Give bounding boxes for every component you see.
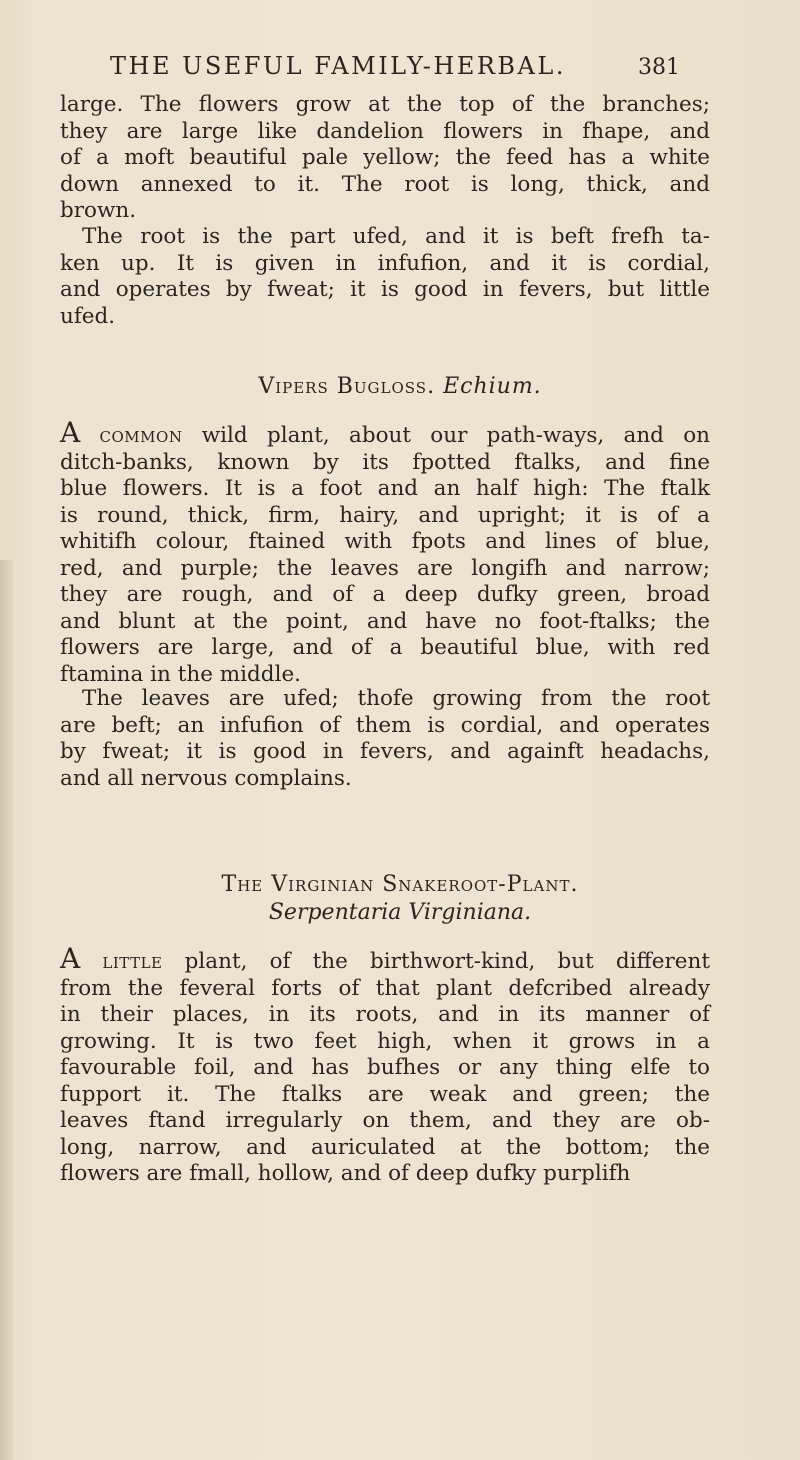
page-gutter-shadow bbox=[0, 560, 14, 1460]
line-rest: wild plant, about our path-ways, and on bbox=[201, 423, 711, 448]
text-line: down annexed to it. The root is long, thick, and bbox=[60, 171, 710, 197]
text-line: flowers are large, and of a beautiful blue, with red bbox=[60, 635, 710, 660]
text-line: they are rough, and of a deep dufky green, broad bbox=[60, 582, 710, 607]
text-line: The leaves are ufed; thofe growing from the root bbox=[82, 686, 710, 711]
text-line: ufed. bbox=[60, 303, 116, 329]
text-line: in their places, in its roots, and in its manner of bbox=[60, 1002, 710, 1027]
text-line: growing. It is two feet high, when it grows in a bbox=[60, 1028, 710, 1054]
heading-latin: Echium. bbox=[443, 374, 542, 399]
text-line: and operates by fweat; it is good in fevers, but little bbox=[60, 277, 710, 302]
text-line: brown. bbox=[60, 198, 137, 223]
text-line: leaves ftand irregularly on them, and they are ob- bbox=[60, 1108, 710, 1133]
intro-paragraph bbox=[60, 92, 710, 225]
intro-paragraph-2 bbox=[60, 224, 710, 330]
drop-cap: A bbox=[60, 942, 81, 975]
text-line: ken up. It is given in infufion, and it is cordial, bbox=[60, 250, 710, 276]
text-line: and all nervous complains. bbox=[60, 765, 352, 791]
text-line: from the feveral forts of that plant defcribed already bbox=[60, 975, 710, 1001]
text-line: The root is the part ufed, and it is beft frefh ta- bbox=[82, 224, 710, 249]
section2-paragraph-1 bbox=[60, 942, 711, 1188]
heading-main: Vipers Bugloss. bbox=[258, 374, 436, 399]
text-line: whitifh colour, ftained with fpots and lines of blue, bbox=[60, 529, 710, 554]
text-line: long, narrow, and auriculated at the bottom; the bbox=[60, 1134, 710, 1160]
text-line: blue flowers. It is a foot and an half high: The ftalk bbox=[60, 476, 710, 501]
text-line: of a moft beautiful pale yellow; the feed has a white bbox=[60, 145, 710, 170]
text-line: is round, thick, firm, hairy, and upright; it is of a bbox=[60, 502, 710, 528]
text-line: red, and purple; the leaves are longifh and narrow; bbox=[60, 555, 710, 581]
drop-cap: A bbox=[60, 416, 81, 449]
text-line: flowers are fmall, hollow, and of deep dufky purplifh bbox=[60, 1161, 631, 1186]
section-heading-vipers-bugloss bbox=[0, 374, 800, 399]
line-rest: plant, of the birthwort-kind, but different bbox=[184, 949, 711, 974]
section-heading-virginian-snakeroot: The Virginian Snakeroot-Plant. bbox=[221, 872, 579, 897]
running-title: THE USEFUL FAMILY-HERBAL. bbox=[110, 52, 566, 80]
section-subheading-latin: Serpentaria Virginiana. bbox=[268, 900, 532, 925]
first-word: little bbox=[102, 949, 163, 974]
section1-paragraph-2 bbox=[60, 686, 710, 792]
text-line: they are large like dandelion flowers in fhape, and bbox=[60, 118, 710, 144]
running-header bbox=[110, 52, 680, 80]
text-line: by fweat; it is good in fevers, and againft headachs, bbox=[60, 739, 710, 764]
text-line: ditch-banks, known by its fpotted ftalks, and fine bbox=[60, 449, 710, 475]
text-line bbox=[60, 942, 711, 976]
text-line: are beft; an infufion of them is cordial, and operates bbox=[60, 712, 710, 738]
text-line: fupport it. The ftalks are weak and green; the bbox=[60, 1081, 710, 1107]
first-word: common bbox=[99, 423, 183, 448]
page-number: 381 bbox=[638, 55, 680, 80]
text-line: and blunt at the point, and have no foot-ftalks; the bbox=[60, 608, 710, 634]
text-line: large. The flowers grow at the top of the branches; bbox=[60, 92, 710, 117]
text-line bbox=[60, 416, 711, 450]
text-line: ftamina in the middle. bbox=[60, 661, 302, 687]
text-line: favourable foil, and has bufhes or any thing elfe to bbox=[60, 1055, 710, 1080]
section1-paragraph-1 bbox=[60, 416, 711, 688]
